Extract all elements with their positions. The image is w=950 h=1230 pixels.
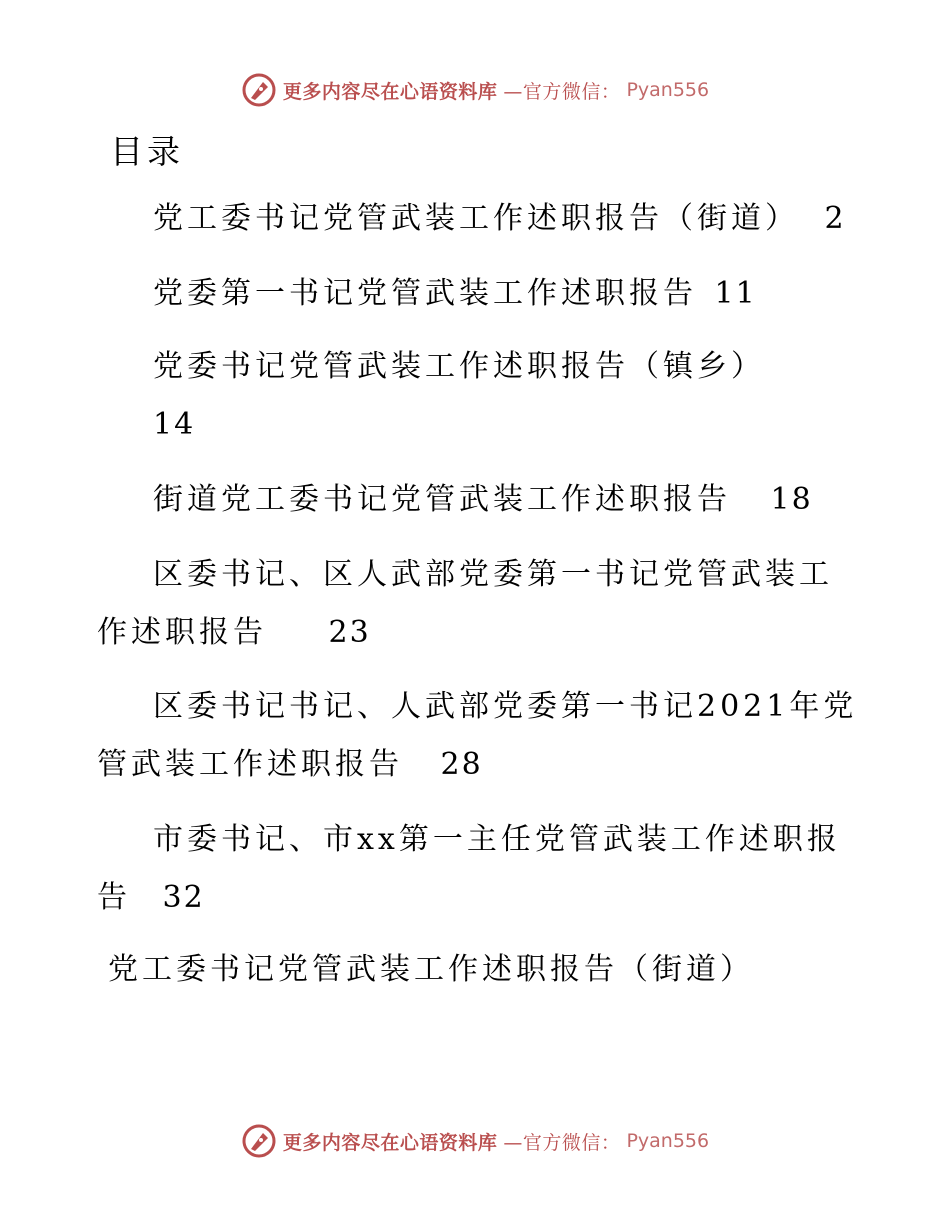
toc-entry-7[interactable] bbox=[153, 820, 841, 860]
pen-nib-logo-icon bbox=[241, 1123, 277, 1159]
footer-watermark bbox=[0, 1123, 950, 1159]
toc-entry-title: 街道党工委书记党管武装工作述职报告 bbox=[153, 482, 731, 517]
watermark-main-text: 更多内容尽在心语资料库 bbox=[282, 80, 498, 103]
toc-entry-title: 党委第一书记党管武装工作述职报告 bbox=[153, 276, 697, 311]
section-title: 党工委书记党管武装工作述职报告（街道） bbox=[108, 952, 754, 987]
toc-entry-page: 2 bbox=[824, 201, 846, 236]
toc-entry-4[interactable] bbox=[153, 480, 813, 520]
watermark-wechat-id: Pyan556 bbox=[626, 1130, 710, 1152]
watermark-sub-text: —官方微信： bbox=[503, 1131, 621, 1154]
pen-nib-logo-icon bbox=[241, 72, 277, 108]
toc-entry-page: 28 bbox=[440, 747, 483, 782]
toc-entry-page: 11 bbox=[714, 276, 757, 311]
header-watermark bbox=[0, 72, 950, 108]
watermark-sub-text: —官方微信： bbox=[503, 80, 621, 103]
watermark-wechat-id: Pyan556 bbox=[626, 79, 710, 101]
toc-entry-1[interactable] bbox=[153, 199, 846, 239]
toc-entry-page: 14 bbox=[153, 407, 196, 442]
toc-entry-5[interactable] bbox=[153, 555, 833, 595]
toc-entry-title: 党工委书记党管武装工作述职报告（街道） bbox=[153, 201, 799, 236]
toc-entry-page: 23 bbox=[328, 615, 371, 650]
toc-entry-3[interactable] bbox=[153, 347, 765, 387]
watermark-main-text: 更多内容尽在心语资料库 bbox=[282, 1131, 498, 1154]
toc-entry-title-cont: 告 bbox=[97, 880, 131, 915]
toc-entry-title: 区委书记书记、人武部党委第一书记2021年党 bbox=[153, 689, 858, 724]
toc-entry-title: 党委书记党管武装工作述职报告（镇乡） bbox=[153, 349, 765, 384]
toc-entry-page: 18 bbox=[770, 482, 813, 517]
toc-entry-title: 市委书记、市xx第一主任党管武装工作述职报 bbox=[153, 822, 841, 857]
toc-entry-5-line-2[interactable] bbox=[97, 613, 371, 653]
toc-entry-2[interactable] bbox=[153, 274, 757, 314]
toc-entry-7-line-2[interactable] bbox=[97, 878, 205, 918]
toc-entry-3-page-line[interactable] bbox=[153, 405, 195, 445]
toc-entry-title: 区委书记、区人武部党委第一书记党管武装工 bbox=[153, 557, 833, 592]
toc-heading: 目录 bbox=[110, 132, 184, 171]
toc-entry-6[interactable] bbox=[153, 687, 857, 727]
toc-entry-page: 32 bbox=[162, 880, 205, 915]
toc-entry-title-cont: 作述职报告 bbox=[97, 615, 267, 650]
toc-entry-title-cont: 管武装工作述职报告 bbox=[97, 747, 403, 782]
toc-entry-6-line-2[interactable] bbox=[97, 745, 483, 785]
